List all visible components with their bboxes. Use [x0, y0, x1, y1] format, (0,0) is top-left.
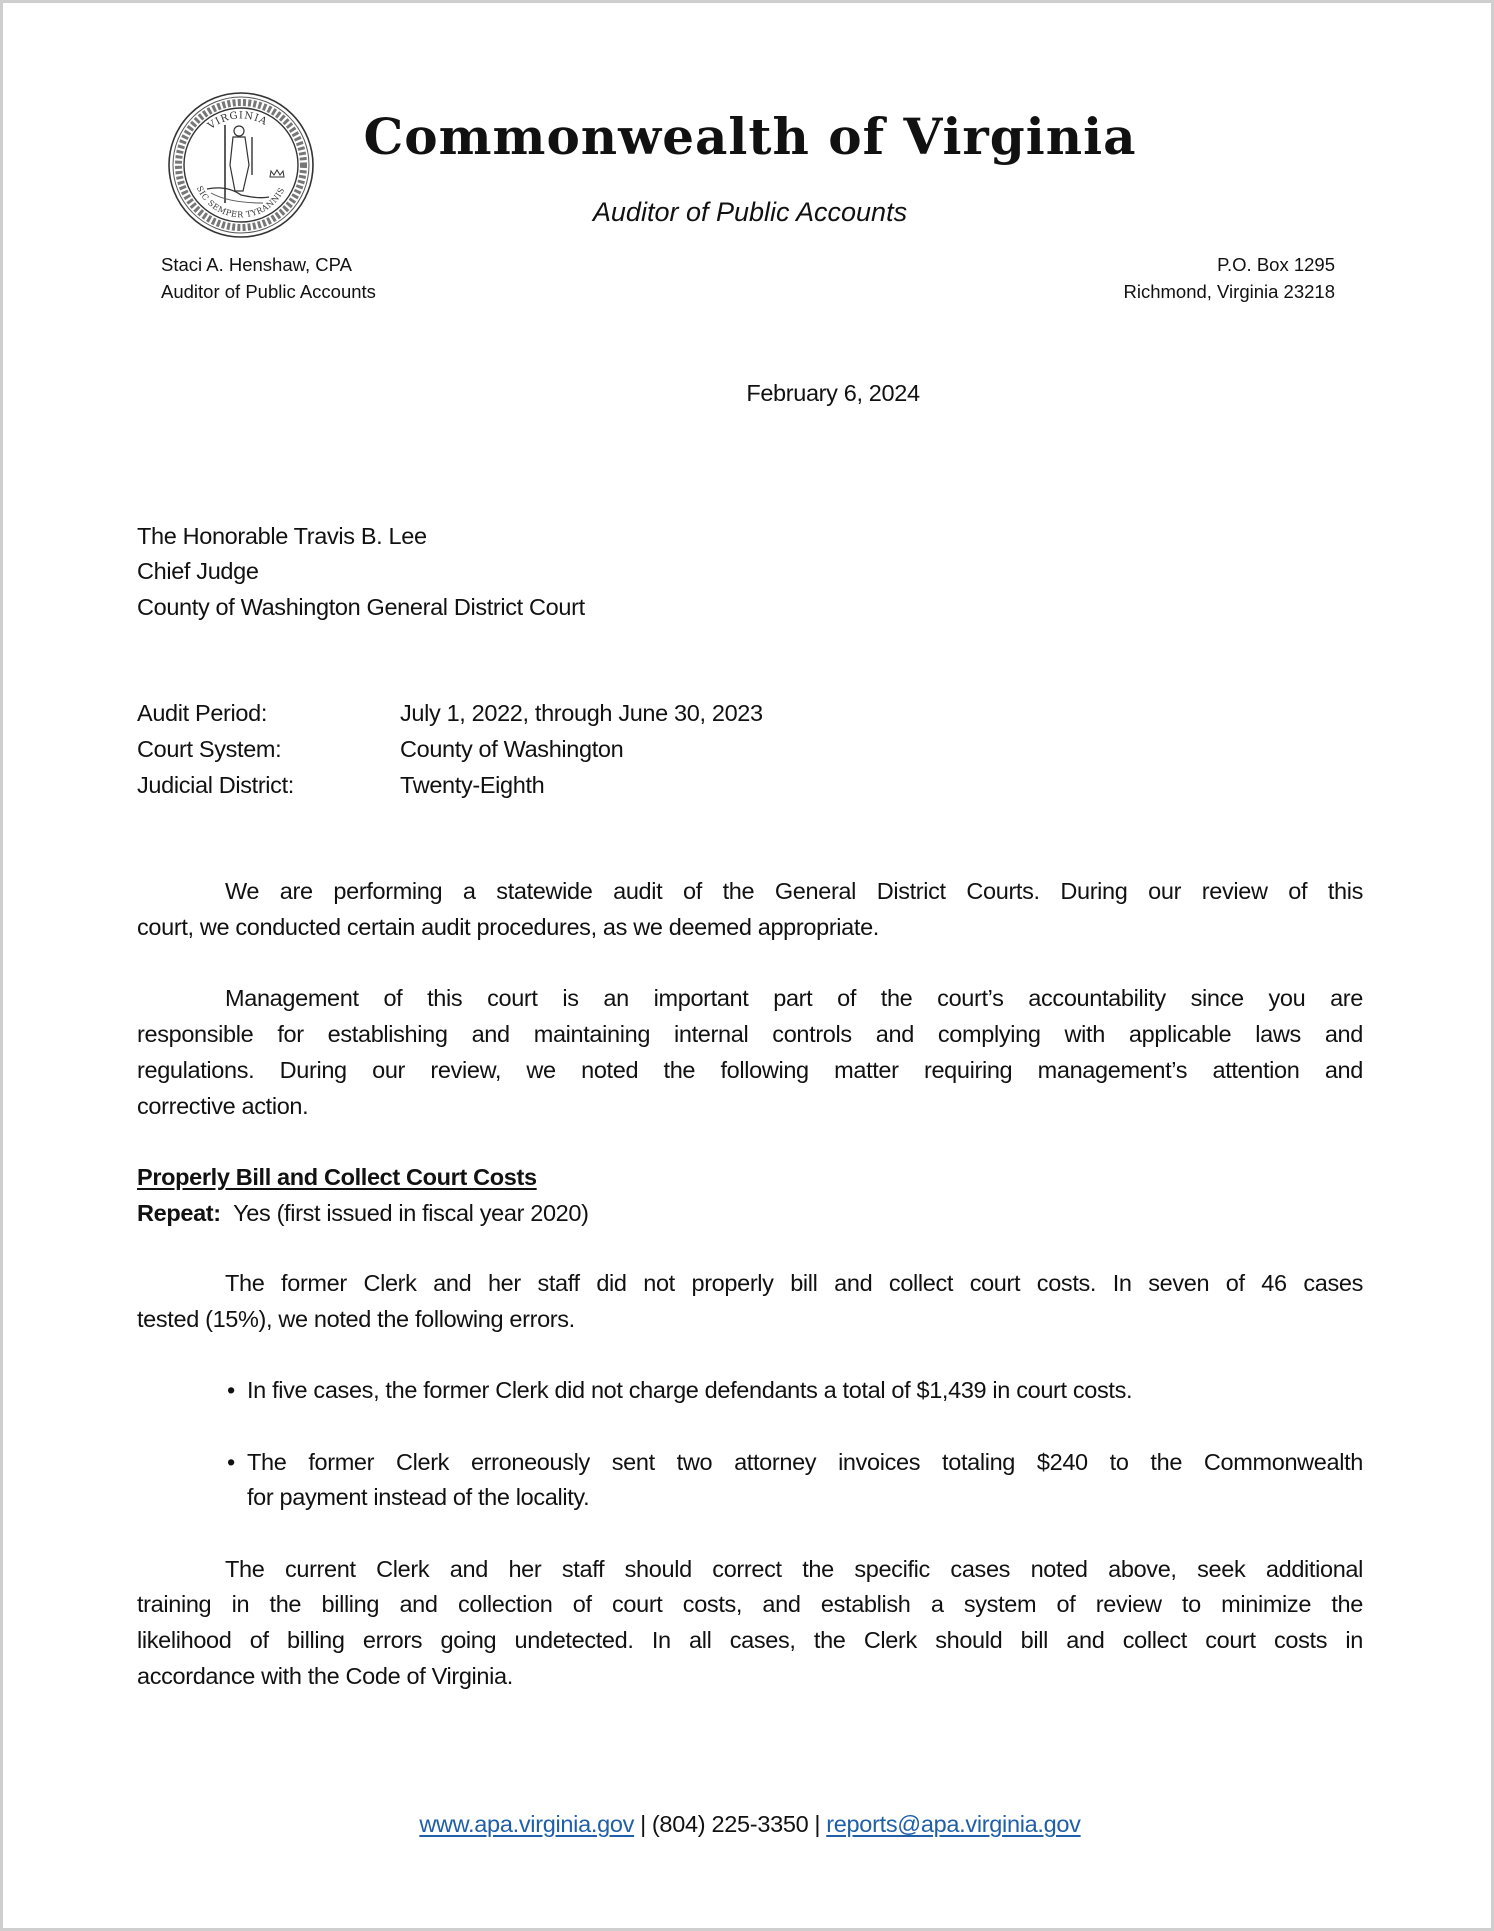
paragraph-line: likelihood of billing errors going undetected. In all cases, the Clerk should bill and collect court costs in [137, 1627, 1363, 1653]
paragraph-line: We are performing a statewide audit of the General District Courts. During our review of this [225, 878, 1363, 904]
mailing-address-line1: P.O. Box 1295 [1217, 254, 1335, 275]
repeat-line [137, 1200, 1363, 1230]
recipient-title: Chief Judge [137, 558, 259, 584]
paragraph-line: training in the billing and collection of court costs, and establish a system of review to minimize the [137, 1591, 1363, 1617]
paragraph-line: responsible for establishing and maintaining internal controls and complying with applicable laws and [137, 1021, 1363, 1047]
paragraph-line: regulations. During our review, we noted the following matter requiring management’s attention and [137, 1057, 1363, 1083]
bullet-icon: • [227, 1377, 235, 1403]
paragraph-line: The current Clerk and her staff should correct the specific cases noted above, seek additional [225, 1556, 1363, 1582]
website-link[interactable]: www.apa.virginia.gov [419, 1811, 635, 1837]
recipient-court: County of Washington General District Court [137, 594, 585, 620]
footer-contact [3, 1811, 1494, 1838]
audit-period-value: July 1, 2022, through June 30, 2023 [400, 700, 763, 726]
letterhead-title: Commonwealth of Virginia [363, 107, 1137, 166]
recipient-name: The Honorable Travis B. Lee [137, 523, 427, 549]
judicial-district-value: Twenty-Eighth [400, 772, 545, 798]
bullet-line: The former Clerk erroneously sent two attorney invoices totaling $240 to the Commonwealth [247, 1449, 1363, 1475]
paragraph-line: Management of this court is an important part of the court’s accountability since you are [225, 985, 1363, 1011]
footer-separator: | [640, 1811, 646, 1837]
bullet-line: In five cases, the former Clerk did not charge defendants a total of $1,439 in court costs. [247, 1377, 1133, 1403]
audit-period-label: Audit Period: [137, 700, 268, 726]
letterhead-subtitle: Auditor of Public Accounts [592, 197, 908, 227]
mailing-address [1123, 251, 1335, 305]
paragraph-line: court, we conducted certain audit procedures, as we deemed appropriate. [137, 914, 879, 940]
footer-separator: | [814, 1811, 821, 1837]
sender-title: Auditor of Public Accounts [161, 281, 376, 302]
letter-date: February 6, 2024 [746, 380, 920, 406]
email-link[interactable]: reports@apa.virginia.gov [826, 1811, 1081, 1837]
court-system-value: County of Washington [400, 736, 624, 762]
repeat-value: Yes (first issued in fiscal year 2020) [233, 1200, 589, 1226]
mailing-address-line2: Richmond, Virginia 23218 [1123, 281, 1335, 302]
repeat-label: Repeat: [137, 1200, 221, 1226]
court-system-label: Court System: [137, 736, 282, 762]
paragraph-line: The former Clerk and her staff did not properly bill and collect court costs. In seven of 46 cases [225, 1270, 1363, 1296]
bullet-line: for payment instead of the locality. [247, 1484, 590, 1510]
sender-block [161, 251, 376, 305]
phone-number: (804) 225-3350 [651, 1811, 809, 1837]
sender-name: Staci A. Henshaw, CPA [161, 254, 352, 275]
judicial-district-label: Judicial District: [137, 772, 294, 798]
seal-bottom-text: SIC SEMPER TYRANNIS [194, 184, 287, 220]
seal-top-text: VIRGINIA [206, 110, 270, 132]
finding-heading: Properly Bill and Collect Court Costs [137, 1164, 537, 1190]
bullet-icon: • [227, 1449, 235, 1475]
paragraph-line: tested (15%), we noted the following errors. [137, 1306, 575, 1332]
paragraph-line: corrective action. [137, 1093, 309, 1119]
paragraph-line: accordance with the Code of Virginia. [137, 1663, 513, 1689]
